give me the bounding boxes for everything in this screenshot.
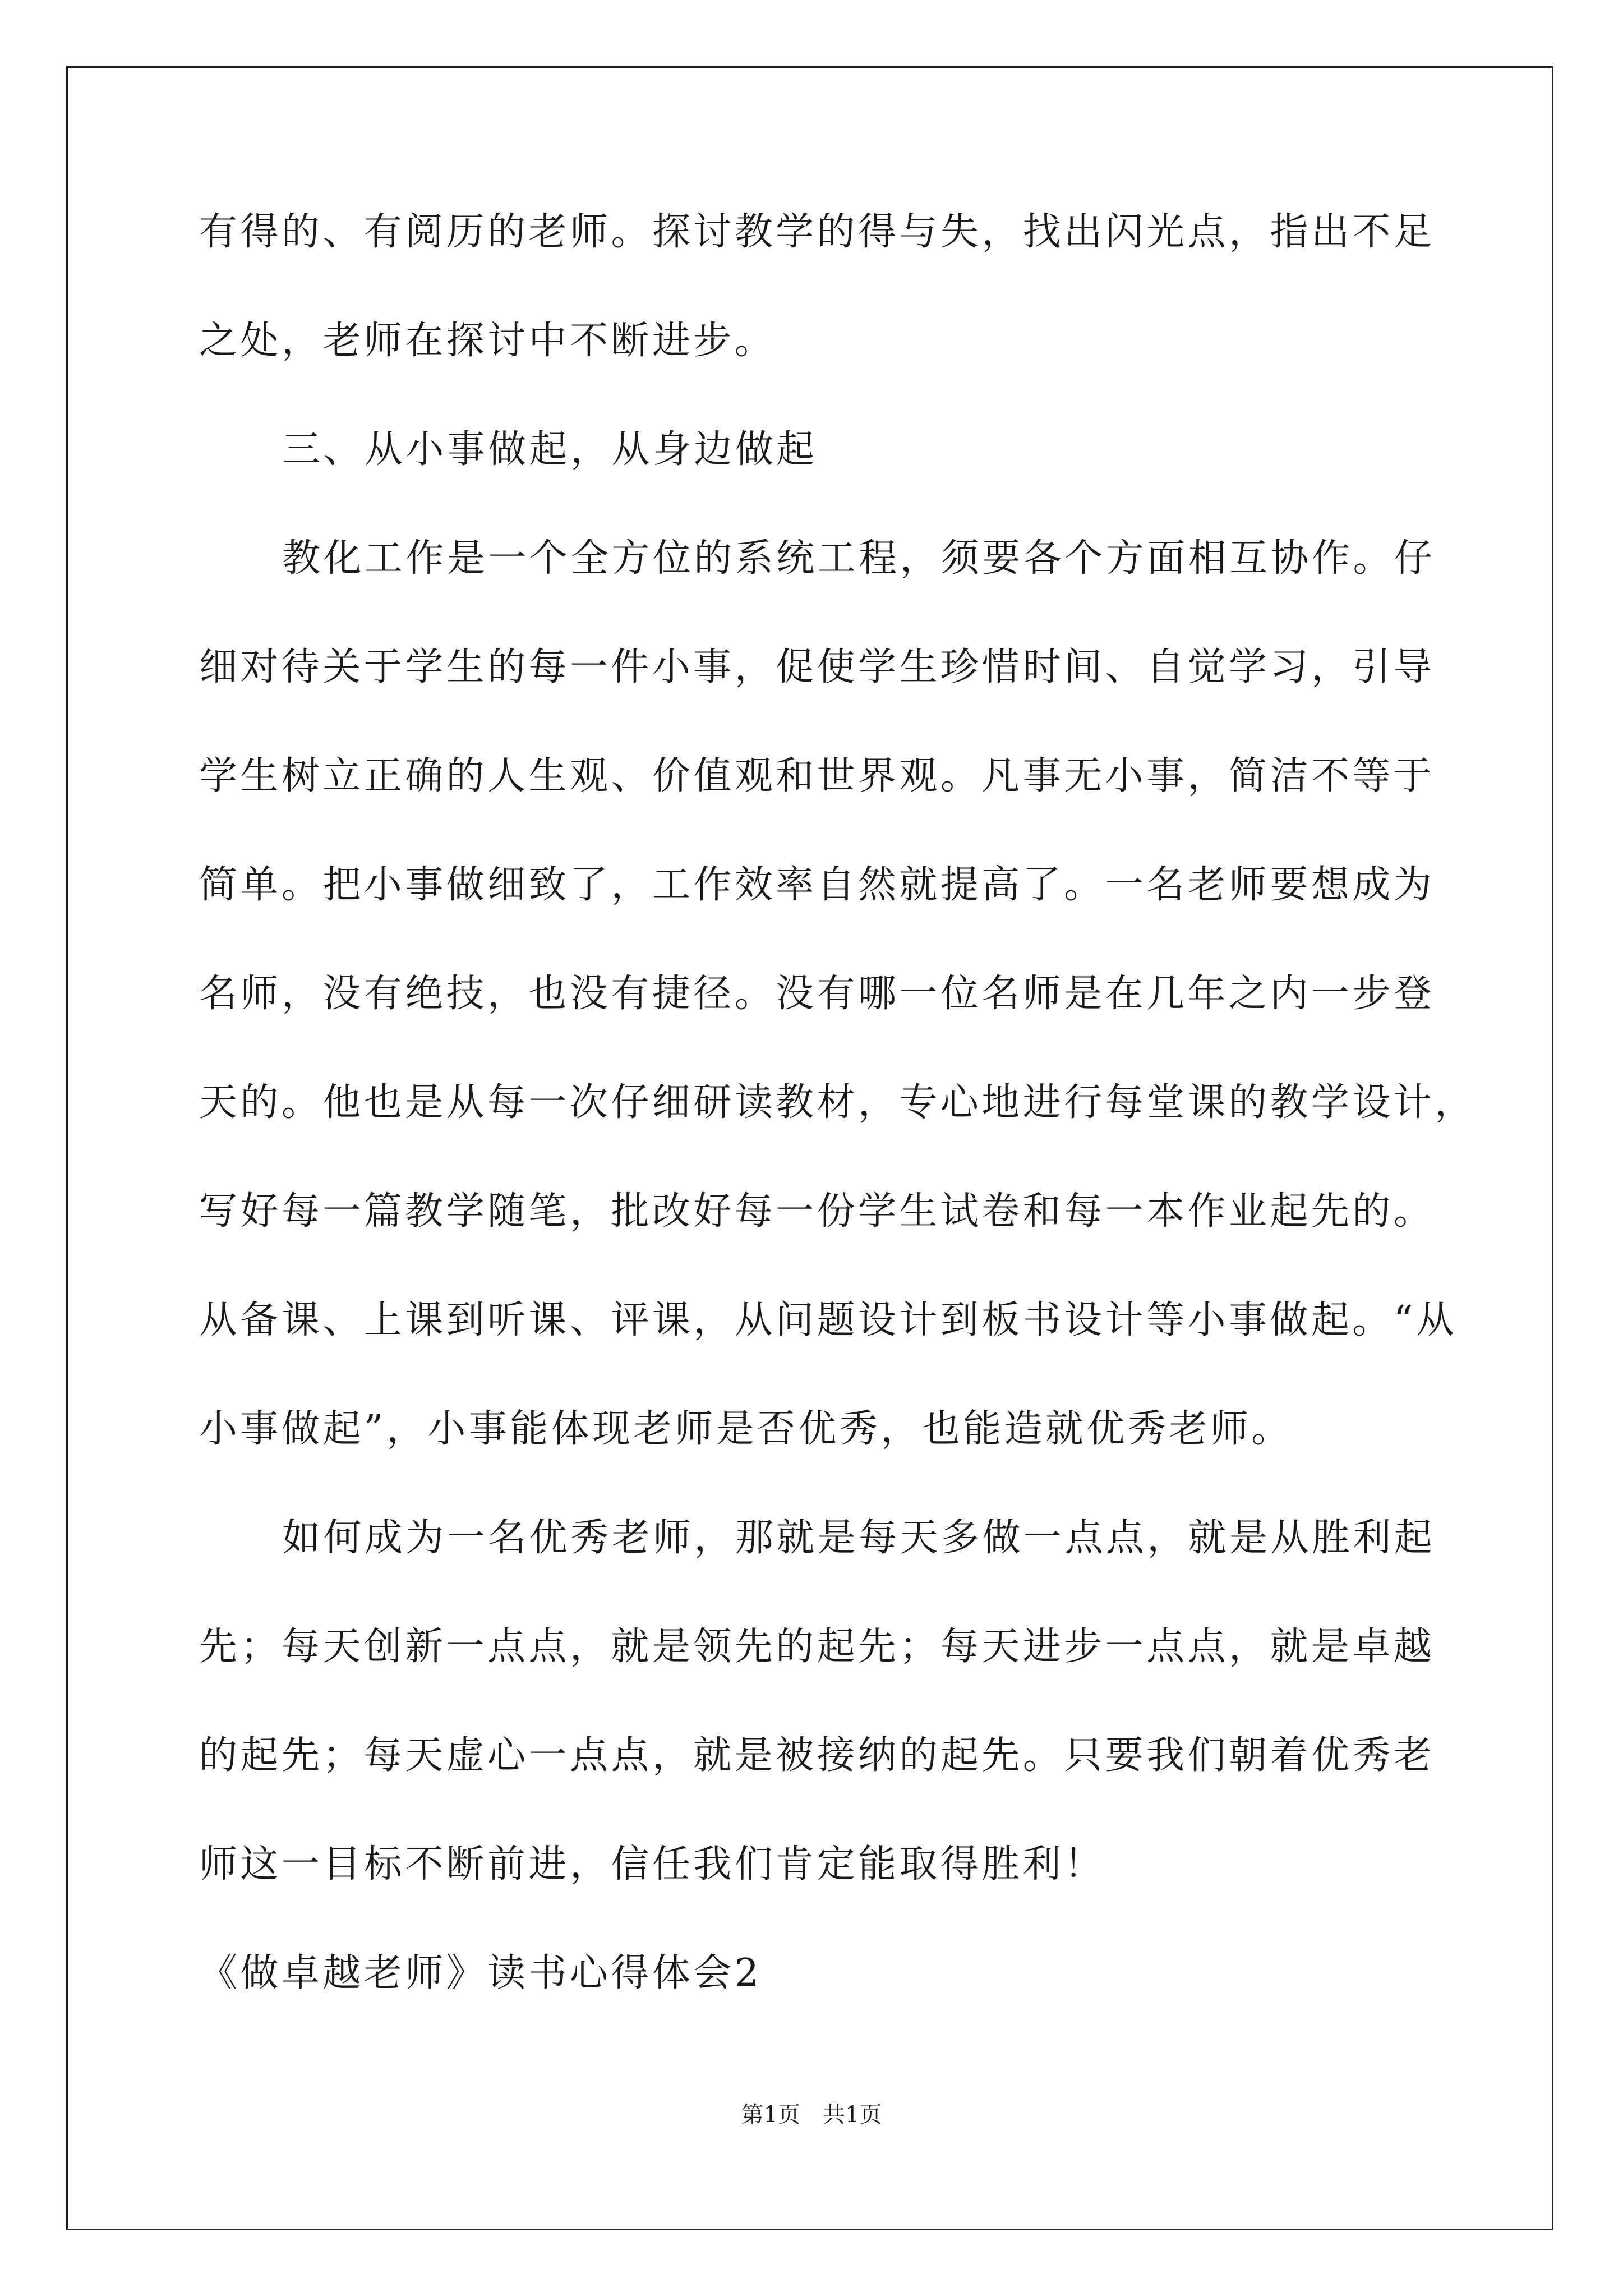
- text-line: 简单。把小事做细致了，工作效率自然就提高了。一名老师要想成为: [199, 863, 1435, 907]
- text-line: 天的。他也是从每一次仔细研读教材，专心地进行每堂课的教学设计，: [199, 1080, 1476, 1125]
- text-line: 师这一目标不断前进，信任我们肯定能取得胜利！: [199, 1842, 1105, 1887]
- text-line: 之处，老师在探讨中不断进步。: [199, 319, 776, 363]
- text-line: 细对待关于学生的每一件小事，促使学生珍惜时间、自觉学习，引导: [199, 645, 1435, 689]
- text-line: 小事做起”，小事能体现老师是否优秀，也能造就优秀老师。: [199, 1407, 1293, 1451]
- document-title: 《做卓越老师》读书心得体会2: [199, 1951, 762, 1995]
- text-line: 名师，没有绝技，也没有捷径。没有哪一位名师是在几年之内一步登: [199, 972, 1435, 1016]
- text-line: 学生树立正确的人生观、价值观和世界观。凡事无小事，简洁不等于: [199, 754, 1435, 798]
- text-line: 的起先；每天虚心一点点，就是被接纳的起先。只要我们朝着优秀老: [199, 1733, 1435, 1778]
- text-line: 从备课、上课到听课、评课，从问题设计到板书设计等小事做起。“从: [199, 1298, 1458, 1342]
- section-heading: 三、从小事做起，从身边做起: [282, 427, 818, 472]
- document-body: [199, 210, 1476, 2063]
- page-footer: 第1页 共1页: [741, 2102, 882, 2128]
- text-line: 写好每一篇教学随笔，批改好每一份学生试卷和每一本作业起先的。: [199, 1189, 1435, 1234]
- text-line: 教化工作是一个全方位的系统工程，须要各个方面相互协作。仔: [282, 536, 1436, 581]
- text-line: 先；每天创新一点点，就是领先的起先；每天进步一点点，就是卓越: [199, 1625, 1435, 1669]
- text-line: 有得的、有阅历的老师。探讨教学的得与失，找出闪光点，指出不足: [199, 210, 1435, 254]
- text-line: 如何成为一名优秀老师，那就是每天多做一点点，就是从胜利起: [282, 1516, 1436, 1560]
